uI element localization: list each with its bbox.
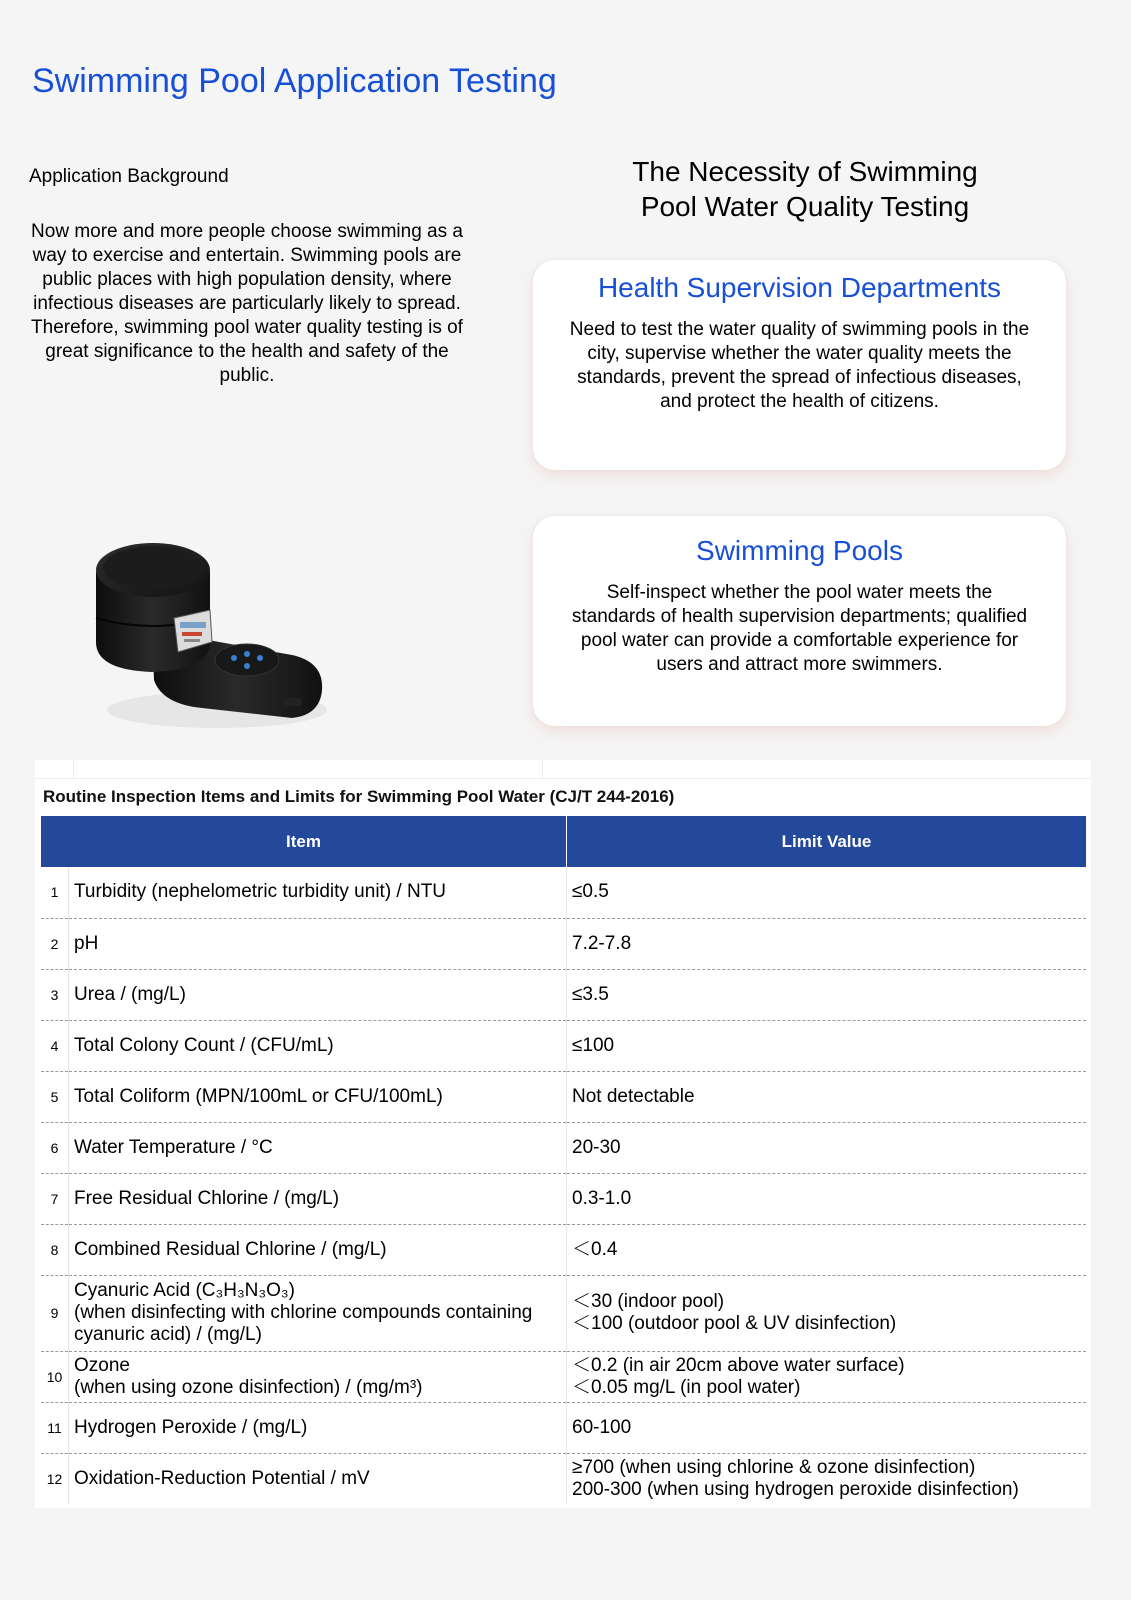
row-number: 5 [41,1071,69,1122]
health-supervision-card [533,260,1066,470]
inspection-limits-table [41,816,1086,1504]
card-text: Need to test the water quality of swimming pools in the city, supervise whether the water quality meets the standards, prevent the spread of infectious diseases, and protect the health of citizens. [569,319,1030,412]
row-limit: ≤3.5 [567,969,1087,1020]
row-item: Hydrogen Peroxide / (mg/L) [69,1402,567,1453]
row-limit: ≤0.5 [567,867,1087,918]
header-limit-value: Limit Value [567,816,1087,867]
table-row [41,969,1086,1020]
table-top-border [35,760,1091,779]
necessity-heading [560,154,1050,224]
row-number: 10 [41,1351,69,1402]
table-row [41,1402,1086,1453]
row-number: 2 [41,918,69,969]
row-item: Turbidity (nephelometric turbidity unit) / NTU [69,867,567,918]
row-item: Combined Residual Chlorine / (mg/L) [69,1224,567,1275]
table-row [41,1453,1086,1504]
row-item: Cyanuric Acid (C₃H₃N₃O₃) (when disinfecting with chlorine compounds containing cyanuric acid) / (mg/L) [69,1275,567,1351]
row-number: 12 [41,1453,69,1504]
card-title: Health Supervision Departments [597,272,1002,303]
table-row [41,867,1086,918]
row-item: Ozone (when using ozone disinfection) / (mg/m³) [69,1351,567,1402]
row-limit: ＜0.2 (in air 20cm above water surface) ＜0.05 mg/L (in pool water) [567,1351,1087,1402]
row-number: 7 [41,1173,69,1224]
row-number: 6 [41,1122,69,1173]
card-title: Swimming Pools [696,535,903,566]
table-row [41,1275,1086,1351]
table-row [41,918,1086,969]
card-text: Self-inspect whether the pool water meets the standards of health supervision departments; qualified pool water can provide a comfortable experience for users and attract more swimmers. [571,582,1028,675]
row-item: pH [69,918,567,969]
application-background-text: Now more and more people choose swimming as a way to exercise and entertain. Swimming pools are public places with high population density, where infectious diseases are particularly likely to spread. Therefore, swimming pool water quality testing is of great significance to the health and safety of the public. [31,221,463,386]
table-row [41,1020,1086,1071]
table-title: Routine Inspection Items and Limits for Swimming Pool Water (CJ/T 244-2016) [43,787,675,806]
water-quality-tester-image [92,530,332,750]
page-title: Swimming Pool Application Testing [32,62,557,100]
inspection-limits-table-container [35,760,1091,1508]
table-row [41,1351,1086,1402]
table-row [41,1071,1086,1122]
row-limit: 7.2-7.8 [567,918,1087,969]
table-header-row [41,816,1086,867]
row-item: Total Coliform (MPN/100mL or CFU/100mL) [69,1071,567,1122]
row-limit: 60-100 [567,1402,1087,1453]
row-number: 1 [41,867,69,918]
row-item: Free Residual Chlorine / (mg/L) [69,1173,567,1224]
row-limit: ≥700 (when using chlorine & ozone disinfection) 200-300 (when using hydrogen peroxide disinfection) [572,1456,1019,1500]
row-limit: 20-30 [567,1122,1087,1173]
necessity-heading-line-2: Pool Water Quality Testing [640,191,970,222]
row-limit: ＜0.4 [567,1224,1087,1275]
necessity-heading-line-1: The Necessity of Swimming [632,156,978,187]
row-number: 11 [41,1402,69,1453]
row-number: 4 [41,1020,69,1071]
header-item: Item [41,816,567,867]
row-item: Oxidation-Reduction Potential / mV [69,1453,567,1504]
row-number: 8 [41,1224,69,1275]
row-limit: 0.3-1.0 [567,1173,1087,1224]
application-background-heading: Application Background [29,166,229,187]
row-limit: ＜30 (indoor pool) ＜100 (outdoor pool & UV disinfection) [567,1275,1087,1351]
table-row [41,1224,1086,1275]
row-item: Water Temperature / °C [69,1122,567,1173]
table-row [41,1122,1086,1173]
row-number: 3 [41,969,69,1020]
swimming-pools-card [533,516,1066,726]
row-item: Urea / (mg/L) [69,969,567,1020]
row-limit: Not detectable [567,1071,1087,1122]
row-item: Total Colony Count / (CFU/mL) [69,1020,567,1071]
row-number: 9 [41,1275,69,1351]
row-limit: ≤100 [567,1020,1087,1071]
table-row [41,1173,1086,1224]
